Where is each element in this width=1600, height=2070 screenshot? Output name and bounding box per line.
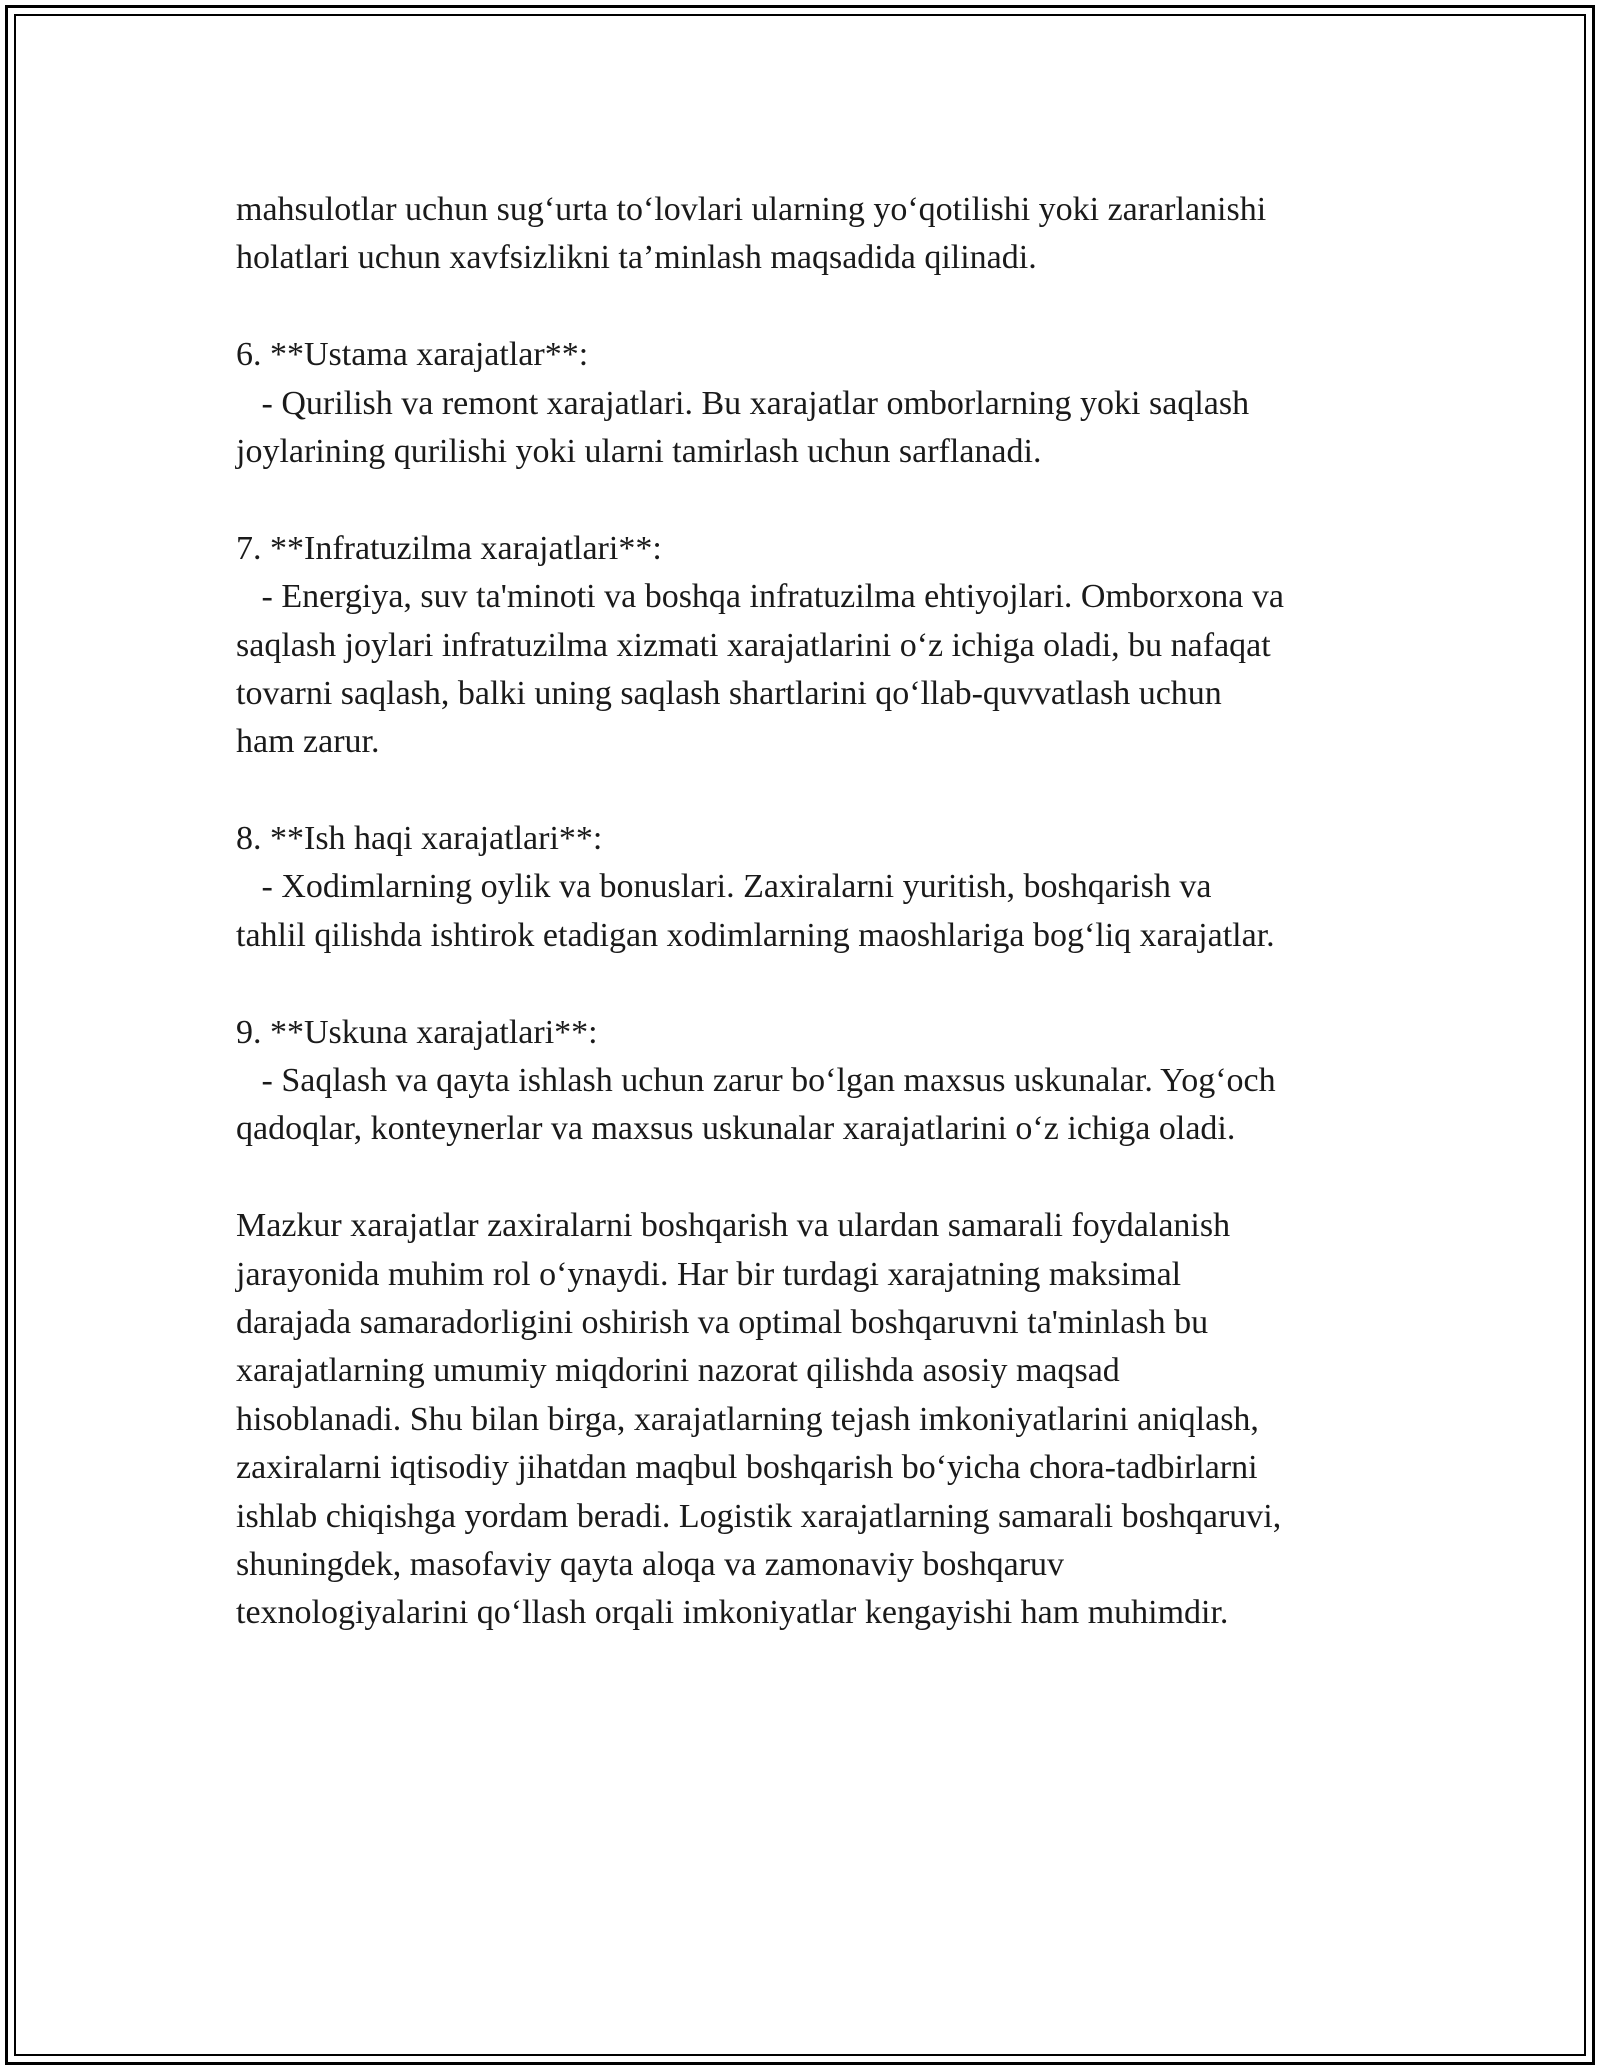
text-line: jarayonida muhim rol o‘ynaydi. Har bir turdagi xarajatning maksimal (236, 1255, 1182, 1293)
section-heading: 6. **Ustama xarajatlar**: (236, 336, 589, 374)
paragraph-gap (236, 960, 1396, 1008)
text-line: mahsulotlar uchun sug‘urta to‘lovlari ularning yo‘qotilishi yoki zararlanishi (236, 191, 1267, 228)
text-line: tahlil qilishda ishtirok etadigan xodimlarning maoshlariga bog‘liq xarajatlar. (236, 916, 1275, 954)
text-line: texnologiyalarini qo‘llash orqali imkoniyatlar kengayishi ham muhimdir. (236, 1594, 1229, 1632)
section-ustama-xarajatlar (236, 331, 1396, 476)
text-line: hisoblanadi. Shu bilan birga, xarajatlarning tejash imkoniyatlarini aniqlash, (236, 1400, 1259, 1438)
text-line: ham zarur. (236, 723, 380, 761)
text-line: - Qurilish va remont xarajatlari. Bu xarajatlar omborlarning yoki saqlash (236, 384, 1250, 422)
paragraph-gap (236, 283, 1396, 331)
text-line: - Saqlash va qayta ishlash uchun zarur bo‘lgan maxsus uskunalar. Yog‘och (236, 1062, 1276, 1100)
text-line: shuningdek, masofaviy qayta aloqa va zamonaviy boshqaruv (236, 1545, 1065, 1583)
paragraph-gap (236, 767, 1396, 815)
paragraph-gap (236, 1154, 1396, 1202)
text-line: Mazkur xarajatlar zaxiralarni boshqarish va ulardan samarali foydalanish (236, 1207, 1231, 1245)
text-line: qadoqlar, konteynerlar va maxsus uskunalar xarajatlarini o‘z ichiga oladi. (236, 1110, 1236, 1148)
intro-paragraph (236, 186, 1396, 283)
section-uskuna-xarajatlari (236, 1009, 1396, 1154)
document-body (236, 186, 1396, 1638)
paragraph-gap (236, 476, 1396, 524)
text-line: darajada samaradorligini oshirish va optimal boshqaruvni ta'minlash bu (236, 1303, 1209, 1341)
text-line: ishlab chiqishga yordam beradi. Logistik xarajatlarning samarali boshqaruvi, (236, 1497, 1282, 1535)
section-ish-haqi-xarajatlari (236, 815, 1396, 960)
text-line: xarajatlarning umumiy miqdorini nazorat qilishda asosiy maqsad (236, 1352, 1120, 1390)
text-line: - Xodimlarning oylik va bonuslari. Zaxiralarni yuritish, boshqarish va (236, 868, 1212, 906)
section-infratuzilma-xarajatlari (236, 525, 1396, 767)
text-line: holatlari uchun xavfsizlikni ta’minlash maqsadida qilinadi. (236, 239, 1037, 277)
section-heading: 7. **Infratuzilma xarajatlari**: (236, 529, 662, 567)
text-line: tovarni saqlash, balki uning saqlash shartlarini qo‘llab-quvvatlash uchun (236, 674, 1222, 712)
section-heading: 9. **Uskuna xarajatlari**: (236, 1013, 598, 1051)
section-heading: 8. **Ish haqi xarajatlari**: (236, 820, 603, 858)
closing-paragraph (236, 1202, 1396, 1638)
text-line: zaxiralarni iqtisodiy jihatdan maqbul boshqarish bo‘yicha chora-tadbirlarni (236, 1449, 1258, 1487)
text-line: saqlash joylari infratuzilma xizmati xarajatlarini o‘z ichiga oladi, bu nafaqat (236, 626, 1271, 664)
text-line: - Energiya, suv ta'minoti va boshqa infratuzilma ehtiyojlari. Omborxona va (236, 578, 1284, 616)
text-line: joylarining qurilishi yoki ularni tamirlash uchun sarflanadi. (236, 432, 1042, 470)
